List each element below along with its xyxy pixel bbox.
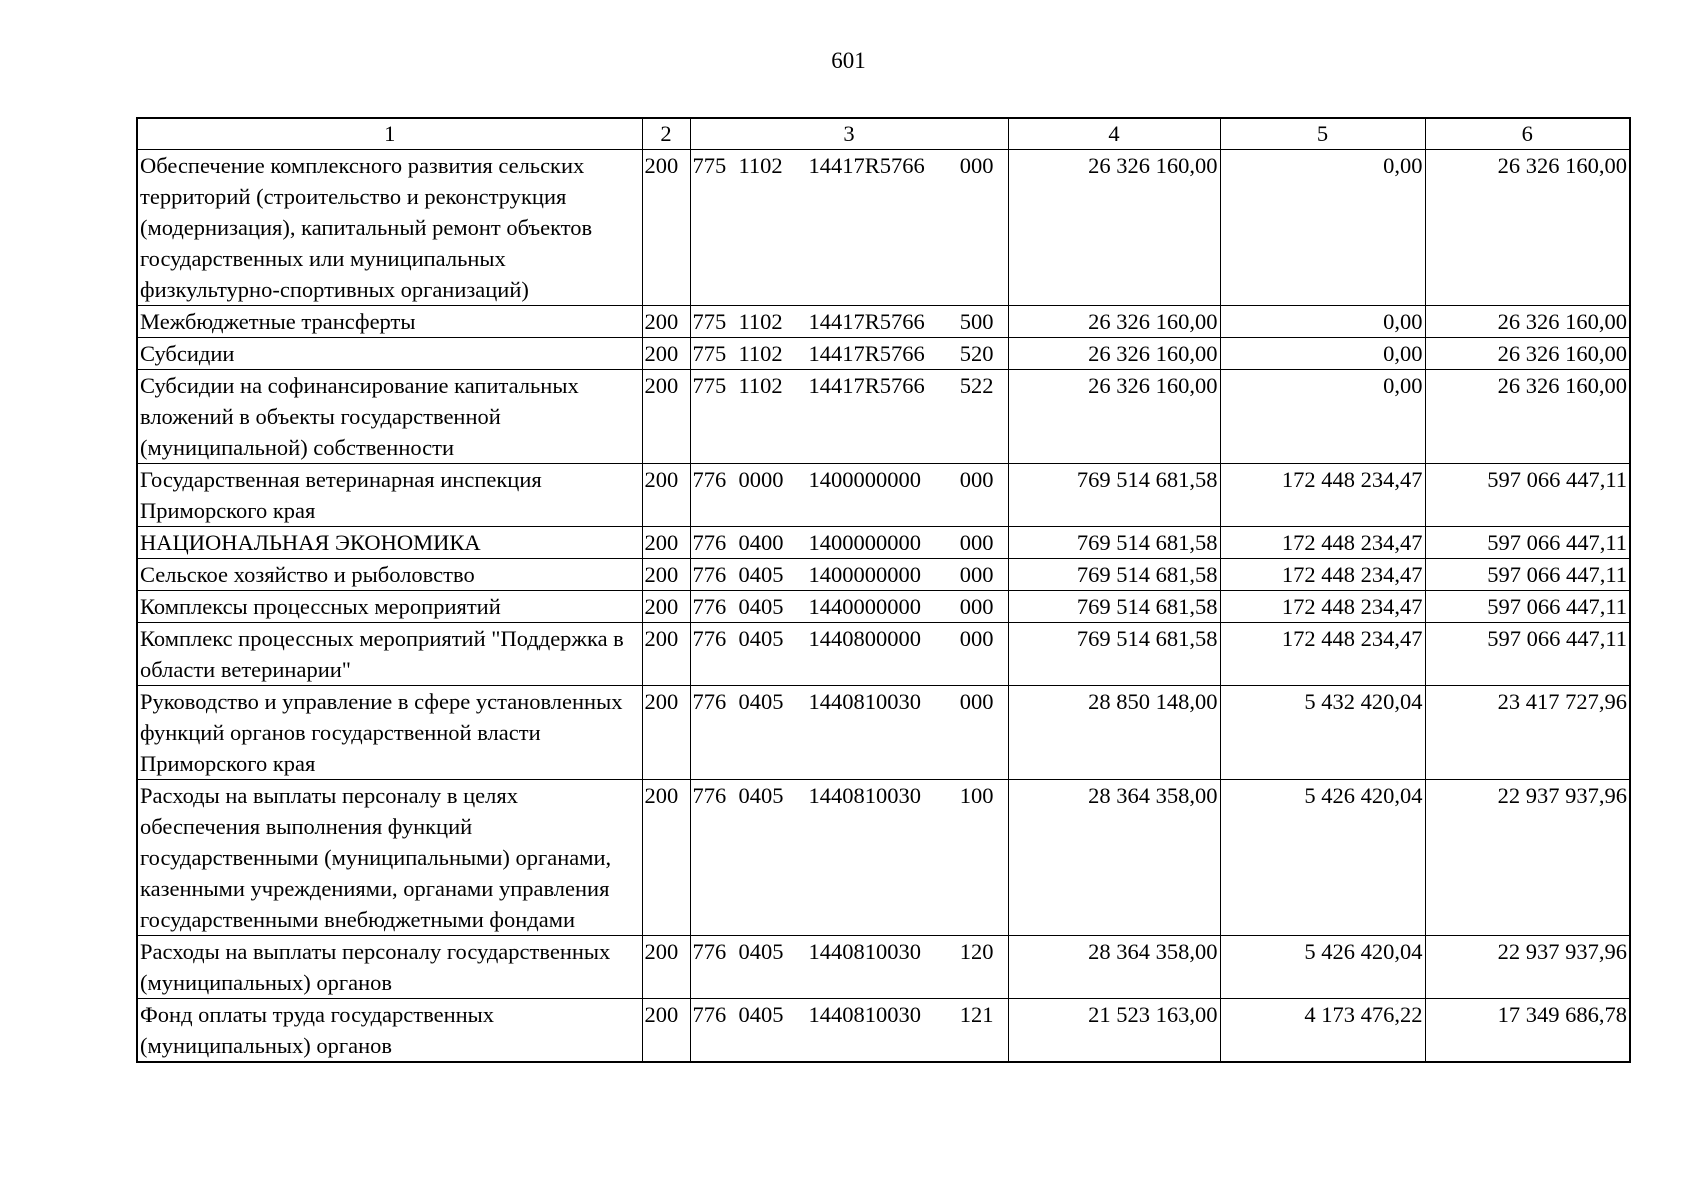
amount-col4: 769 514 681,58 (1008, 623, 1220, 686)
table-row (137, 780, 1630, 936)
expense-name: Межбюджетные трансферты (137, 306, 642, 338)
table-row (137, 150, 1630, 306)
department-code: 775 (692, 309, 727, 334)
section-code: 0000 (738, 467, 784, 492)
table-row (137, 686, 1630, 780)
classification-codes (690, 780, 1008, 936)
section-code: 0405 (738, 1002, 784, 1027)
amount-col5: 0,00 (1220, 338, 1425, 370)
group-code: 200 (642, 780, 690, 936)
amount-col6: 22 937 937,96 (1425, 780, 1630, 936)
table-row (137, 527, 1630, 559)
expense-type-code: 000 (959, 594, 994, 619)
target-article-code: 14417R5766 (808, 373, 925, 398)
department-code: 775 (692, 341, 727, 366)
target-article-code: 14417R5766 (808, 309, 925, 334)
column-header: 4 (1008, 118, 1220, 150)
amount-col4: 26 326 160,00 (1008, 338, 1220, 370)
expense-type-code: 000 (959, 626, 994, 651)
table-row (137, 559, 1630, 591)
classification-codes (690, 999, 1008, 1063)
department-code: 776 (692, 689, 727, 714)
amount-col5: 172 448 234,47 (1220, 527, 1425, 559)
target-article-code: 14417R5766 (808, 153, 925, 178)
section-code: 0405 (738, 783, 784, 808)
target-article-code: 1440810030 (808, 689, 921, 714)
target-article-code: 1440800000 (808, 626, 921, 651)
group-code: 200 (642, 527, 690, 559)
amount-col4: 28 850 148,00 (1008, 686, 1220, 780)
department-code: 776 (692, 626, 727, 651)
target-article-code: 1440810030 (808, 939, 921, 964)
expense-type-code: 120 (959, 939, 994, 964)
section-code: 0405 (738, 562, 784, 587)
classification-codes (690, 338, 1008, 370)
classification-codes (690, 464, 1008, 527)
amount-col5: 4 173 476,22 (1220, 999, 1425, 1063)
amount-col5: 0,00 (1220, 370, 1425, 464)
group-code: 200 (642, 559, 690, 591)
expense-type-code: 000 (959, 153, 994, 178)
group-code: 200 (642, 464, 690, 527)
table-row (137, 936, 1630, 999)
classification-codes (690, 306, 1008, 338)
expense-type-code: 000 (959, 562, 994, 587)
group-code: 200 (642, 150, 690, 306)
expense-name: НАЦИОНАЛЬНАЯ ЭКОНОМИКА (137, 527, 642, 559)
target-article-code: 14417R5766 (808, 341, 925, 366)
amount-col5: 5 426 420,04 (1220, 780, 1425, 936)
column-header: 1 (137, 118, 642, 150)
group-code: 200 (642, 591, 690, 623)
amount-col6: 597 066 447,11 (1425, 559, 1630, 591)
table-row (137, 464, 1630, 527)
expense-name: Государственная ветеринарная инспекция Приморского края (137, 464, 642, 527)
amount-col4: 769 514 681,58 (1008, 559, 1220, 591)
amount-col6: 597 066 447,11 (1425, 527, 1630, 559)
group-code: 200 (642, 370, 690, 464)
section-code: 1102 (738, 341, 783, 366)
amount-col6: 26 326 160,00 (1425, 150, 1630, 306)
section-code: 0405 (738, 594, 784, 619)
amount-col4: 28 364 358,00 (1008, 936, 1220, 999)
amount-col5: 172 448 234,47 (1220, 591, 1425, 623)
classification-codes (690, 686, 1008, 780)
amount-col6: 597 066 447,11 (1425, 464, 1630, 527)
department-code: 776 (692, 783, 727, 808)
table-row (137, 623, 1630, 686)
department-code: 776 (692, 1002, 727, 1027)
amount-col4: 28 364 358,00 (1008, 780, 1220, 936)
amount-col6: 26 326 160,00 (1425, 306, 1630, 338)
group-code: 200 (642, 936, 690, 999)
group-code: 200 (642, 338, 690, 370)
table-row (137, 591, 1630, 623)
amount-col6: 597 066 447,11 (1425, 591, 1630, 623)
section-code: 1102 (738, 309, 783, 334)
expense-type-code: 500 (959, 309, 994, 334)
section-code: 0400 (738, 530, 784, 555)
amount-col5: 5 426 420,04 (1220, 936, 1425, 999)
classification-codes (690, 623, 1008, 686)
target-article-code: 1400000000 (808, 467, 921, 492)
expense-name: Фонд оплаты труда государственных (муниципальных) органов (137, 999, 642, 1063)
amount-col4: 26 326 160,00 (1008, 370, 1220, 464)
amount-col4: 769 514 681,58 (1008, 464, 1220, 527)
department-code: 776 (692, 939, 727, 964)
amount-col4: 26 326 160,00 (1008, 150, 1220, 306)
target-article-code: 1440810030 (808, 1002, 921, 1027)
classification-codes (690, 370, 1008, 464)
target-article-code: 1400000000 (808, 562, 921, 587)
amount-col5: 5 432 420,04 (1220, 686, 1425, 780)
expense-name: Комплексы процессных мероприятий (137, 591, 642, 623)
amount-col6: 597 066 447,11 (1425, 623, 1630, 686)
table-row (137, 999, 1630, 1063)
amount-col6: 23 417 727,96 (1425, 686, 1630, 780)
expense-name: Сельское хозяйство и рыболовство (137, 559, 642, 591)
classification-codes (690, 936, 1008, 999)
amount-col5: 172 448 234,47 (1220, 464, 1425, 527)
expense-name: Руководство и управление в сфере установленных функций органов государственной власти Приморского края (137, 686, 642, 780)
section-code: 0405 (738, 939, 784, 964)
column-header: 3 (690, 118, 1008, 150)
budget-table (136, 117, 1631, 1063)
classification-codes (690, 527, 1008, 559)
section-code: 0405 (738, 689, 784, 714)
target-article-code: 1400000000 (808, 530, 921, 555)
classification-codes (690, 150, 1008, 306)
column-header: 5 (1220, 118, 1425, 150)
expense-type-code: 522 (959, 373, 994, 398)
amount-col4: 21 523 163,00 (1008, 999, 1220, 1063)
amount-col6: 26 326 160,00 (1425, 338, 1630, 370)
classification-codes (690, 559, 1008, 591)
target-article-code: 1440000000 (808, 594, 921, 619)
amount-col4: 769 514 681,58 (1008, 527, 1220, 559)
section-code: 1102 (738, 373, 783, 398)
expense-type-code: 000 (959, 530, 994, 555)
amount-col5: 0,00 (1220, 306, 1425, 338)
column-header: 6 (1425, 118, 1630, 150)
department-code: 776 (692, 467, 727, 492)
table-row (137, 306, 1630, 338)
expense-name: Расходы на выплаты персоналу в целях обеспечения выполнения функций государственными (муниципальными) органами, казенными учреждениями, органами управления государственными внебюджетными фондами (137, 780, 642, 936)
amount-col6: 26 326 160,00 (1425, 370, 1630, 464)
department-code: 776 (692, 530, 727, 555)
group-code: 200 (642, 623, 690, 686)
section-code: 0405 (738, 626, 784, 651)
amount-col5: 0,00 (1220, 150, 1425, 306)
column-header: 2 (642, 118, 690, 150)
amount-col6: 17 349 686,78 (1425, 999, 1630, 1063)
department-code: 775 (692, 153, 727, 178)
amount-col5: 172 448 234,47 (1220, 559, 1425, 591)
expense-type-code: 100 (959, 783, 994, 808)
group-code: 200 (642, 686, 690, 780)
expense-type-code: 000 (959, 467, 994, 492)
expense-name: Субсидии на софинансирование капитальных вложений в объекты государственной (муниципальной) собственности (137, 370, 642, 464)
expense-type-code: 000 (959, 689, 994, 714)
expense-name: Расходы на выплаты персоналу государственных (муниципальных) органов (137, 936, 642, 999)
classification-codes (690, 591, 1008, 623)
section-code: 1102 (738, 153, 783, 178)
target-article-code: 1440810030 (808, 783, 921, 808)
department-code: 776 (692, 594, 727, 619)
amount-col4: 26 326 160,00 (1008, 306, 1220, 338)
expense-type-code: 121 (959, 1002, 994, 1027)
group-code: 200 (642, 306, 690, 338)
department-code: 776 (692, 562, 727, 587)
amount-col4: 769 514 681,58 (1008, 591, 1220, 623)
table-row (137, 338, 1630, 370)
expense-type-code: 520 (959, 341, 994, 366)
page-number: 601 (831, 48, 866, 73)
amount-col5: 172 448 234,47 (1220, 623, 1425, 686)
table-row (137, 370, 1630, 464)
expense-name: Комплекс процессных мероприятий "Поддержка в области ветеринарии" (137, 623, 642, 686)
expense-name: Обеспечение комплексного развития сельских территорий (строительство и реконструкция (модернизация), капитальный ремонт объектов государственных или муниципальных физкультурно-спортивных организаций) (137, 150, 642, 306)
group-code: 200 (642, 999, 690, 1063)
department-code: 775 (692, 373, 727, 398)
expense-name: Субсидии (137, 338, 642, 370)
column-number-row (137, 118, 1630, 150)
amount-col6: 22 937 937,96 (1425, 936, 1630, 999)
